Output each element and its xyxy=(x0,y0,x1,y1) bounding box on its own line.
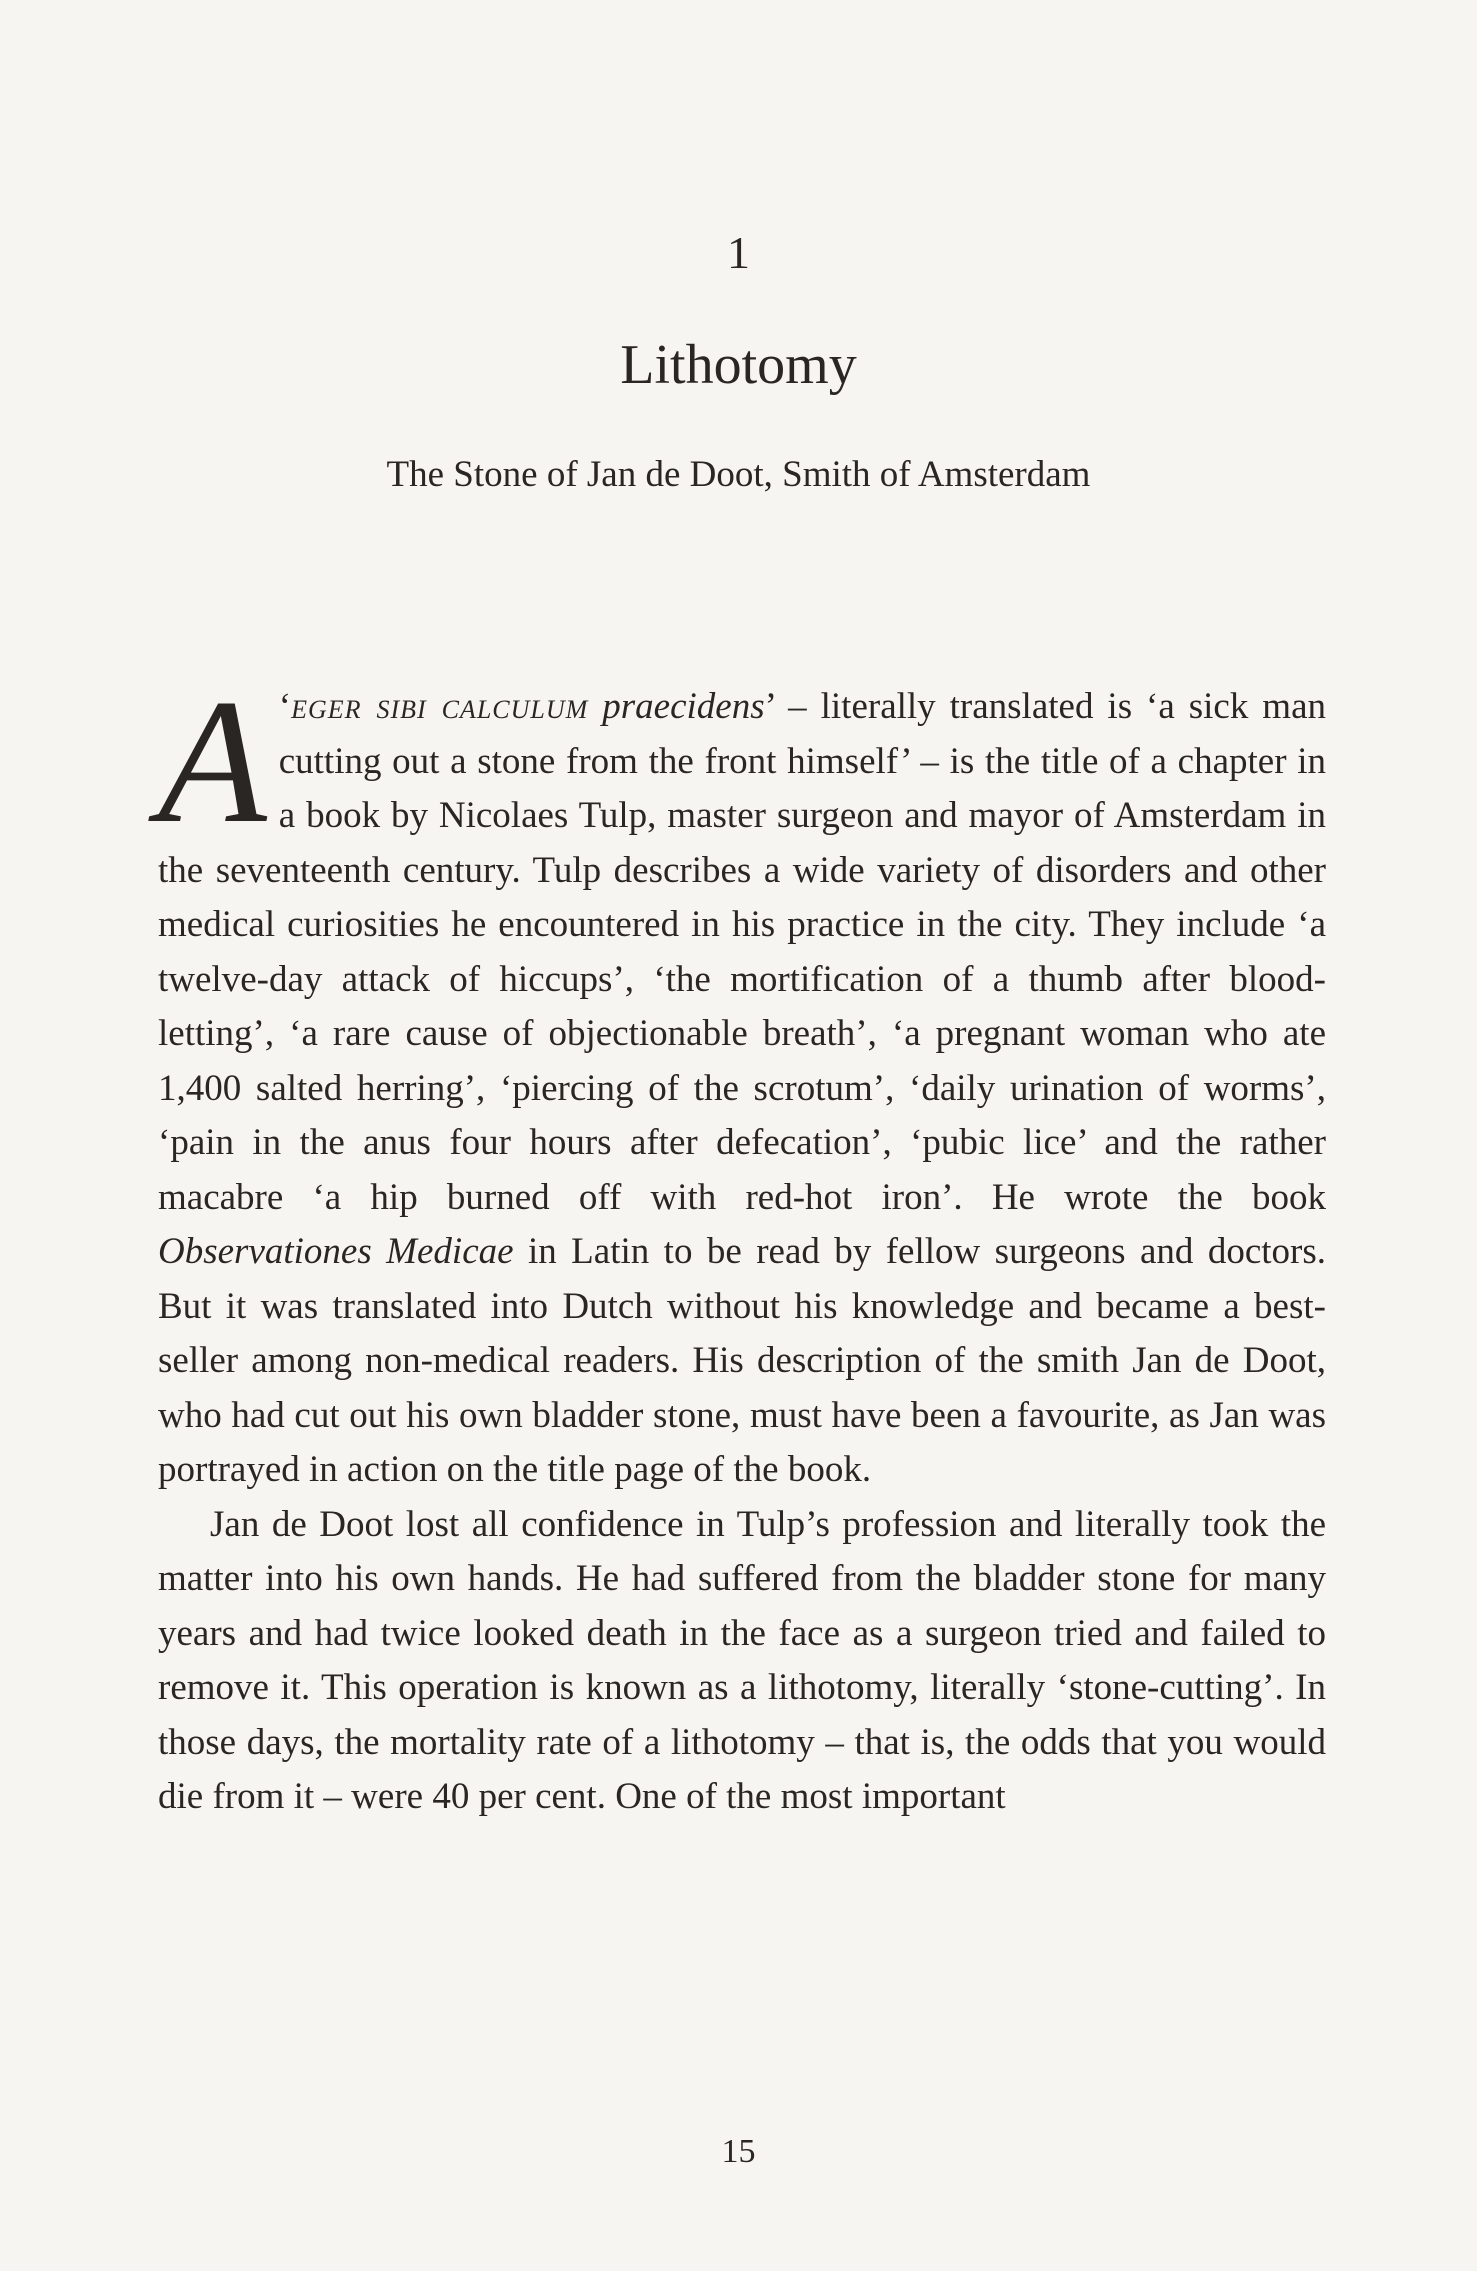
drop-cap: A xyxy=(158,662,267,860)
paragraph-1 xyxy=(158,662,1327,1498)
paragraph-1-text-end: in Latin to be read by fellow surgeons and doctors. But it was translated into Dutch without his knowledge and became a bestseller among non-medical readers. His description of the smith Jan de Doot, who had cut out his own bladder stone, must have been a favourite, as Jan was portrayed in action on the title page of the book. xyxy=(158,1231,1326,1490)
latin-title-italic: praecidens xyxy=(602,686,765,727)
book-title: Observationes Medicae xyxy=(158,1231,514,1272)
chapter-title: Lithotomy xyxy=(620,334,857,396)
page-number: 15 xyxy=(721,2133,756,2170)
body-text xyxy=(158,662,1327,1825)
opening-quote-mark: ‘ xyxy=(278,686,292,727)
chapter-number: 1 xyxy=(727,227,750,278)
paragraph-1-text: ’ – literally translated is ‘a sick man cutting out a stone from the front himself’ – is the title of a chapter in a book by Nicolaes Tulp, master surgeon and mayor of Amsterdam in the seventeenth century. Tulp describes a wide variety of disorders and other medical curiosities he encountered in his practice in the city. They include ‘a twelve-day attack of hiccups’, ‘the mortification of a thumb after blood-letting’, ‘a rare cause of objectionable breath’, ‘a pregnant woman who ate 1,400 salted herring’, ‘piercing of the scrotum’, ‘daily urination of worms’, ‘pain in the anus four hours after defecation’, ‘pubic lice’ and the rather macabre ‘a hip burned off with red-hot iron’. He wrote the book xyxy=(158,686,1327,1218)
paragraph-2: Jan de Doot lost all confidence in Tulp’s profession and literally took the matter into his own hands. He had suffered from the bladder stone for many years and had twice looked death in the face as a surgeon tried and failed to remove it. This operation is known as a lithotomy, literally ‘stone-cutting’. In those days, the mortality rate of a lithotomy – that is, the odds that you would die from it – were 40 per cent. One of the most important xyxy=(158,1503,1326,1817)
chapter-subtitle: The Stone of Jan de Doot, Smith of Amsterdam xyxy=(386,454,1091,495)
latin-title-smallcaps: eger sibi calculum xyxy=(291,686,589,727)
